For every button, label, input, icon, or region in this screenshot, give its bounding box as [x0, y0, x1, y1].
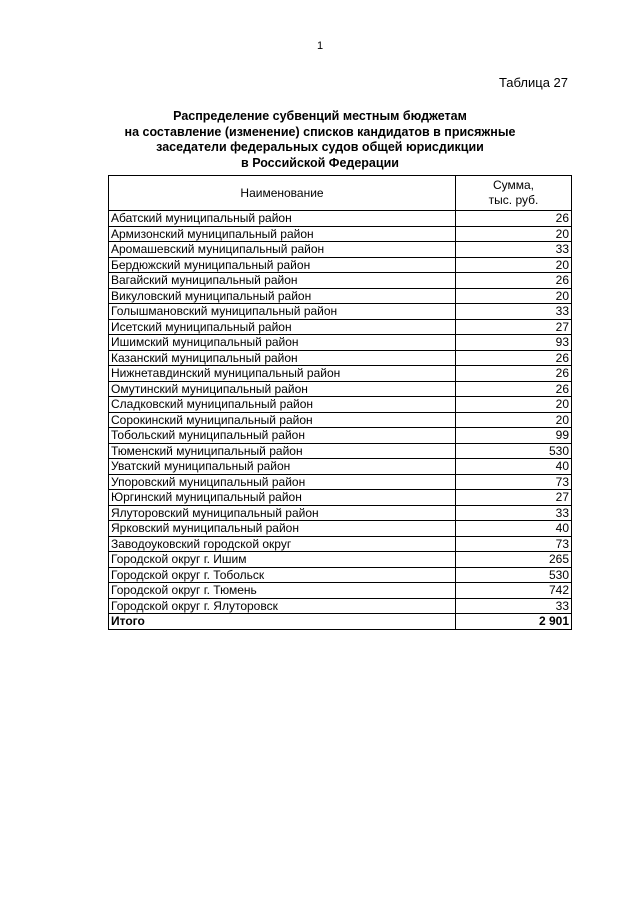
row-sum: 26	[456, 350, 572, 366]
table-row	[109, 211, 572, 227]
page-number: 1	[316, 40, 324, 52]
row-name: Бердюжский муниципальный район	[109, 257, 456, 273]
row-sum: 40	[456, 521, 572, 537]
row-name: Сладковский муниципальный район	[109, 397, 456, 413]
table-row	[109, 474, 572, 490]
row-sum: 27	[456, 490, 572, 506]
table-row	[109, 273, 572, 289]
row-name: Вагайский муниципальный район	[109, 273, 456, 289]
row-sum: 20	[456, 226, 572, 242]
table-row	[109, 257, 572, 273]
table-row	[109, 226, 572, 242]
table-row	[109, 505, 572, 521]
row-sum: 265	[456, 552, 572, 568]
table-row	[109, 397, 572, 413]
row-sum: 33	[456, 242, 572, 258]
row-sum: 20	[456, 397, 572, 413]
table-row	[109, 335, 572, 351]
table-row	[109, 381, 572, 397]
row-name: Аромашевский муниципальный район	[109, 242, 456, 258]
row-name: Казанский муниципальный район	[109, 350, 456, 366]
row-name: Городской округ г. Ишим	[109, 552, 456, 568]
row-sum: 26	[456, 273, 572, 289]
row-name: Голышмановский муниципальный район	[109, 304, 456, 320]
total-sum: 2 901	[456, 614, 572, 630]
row-name: Армизонский муниципальный район	[109, 226, 456, 242]
row-name: Городской округ г. Тюмень	[109, 583, 456, 599]
row-sum: 530	[456, 567, 572, 583]
table-row	[109, 443, 572, 459]
row-name: Тюменский муниципальный район	[109, 443, 456, 459]
table-header-row	[109, 176, 572, 211]
row-sum: 26	[456, 211, 572, 227]
table-row	[109, 598, 572, 614]
table-label: Таблица 27	[498, 75, 568, 90]
row-sum: 93	[456, 335, 572, 351]
row-sum: 27	[456, 319, 572, 335]
row-sum: 20	[456, 412, 572, 428]
column-header-name: Наименование	[109, 176, 456, 211]
row-name: Абатский муниципальный район	[109, 211, 456, 227]
row-sum: 40	[456, 459, 572, 475]
row-sum: 742	[456, 583, 572, 599]
table-row	[109, 242, 572, 258]
row-sum: 33	[456, 304, 572, 320]
row-name: Уватский муниципальный район	[109, 459, 456, 475]
table-row	[109, 319, 572, 335]
table-row	[109, 459, 572, 475]
table-row	[109, 366, 572, 382]
row-sum: 26	[456, 366, 572, 382]
title-line: Распределение субвенций местным бюджетам	[173, 109, 467, 123]
row-name: Исетский муниципальный район	[109, 319, 456, 335]
row-sum: 20	[456, 257, 572, 273]
document-title	[100, 109, 540, 171]
row-name: Упоровский муниципальный район	[109, 474, 456, 490]
row-sum: 33	[456, 598, 572, 614]
row-sum: 20	[456, 288, 572, 304]
title-line: заседатели федеральных судов общей юрисдикции	[156, 140, 484, 154]
column-header-sum	[456, 176, 572, 211]
row-sum: 530	[456, 443, 572, 459]
column-header-sum-line2: тыс. руб.	[488, 193, 539, 207]
title-line: в Российской Федерации	[241, 155, 399, 170]
row-name: Сорокинский муниципальный район	[109, 412, 456, 428]
table-row	[109, 536, 572, 552]
table-row	[109, 304, 572, 320]
row-sum: 99	[456, 428, 572, 444]
table-row	[109, 412, 572, 428]
row-name: Ярковский муниципальный район	[109, 521, 456, 537]
table-row	[109, 583, 572, 599]
row-name: Омутинский муниципальный район	[109, 381, 456, 397]
table-row	[109, 428, 572, 444]
row-name: Ялуторовский муниципальный район	[109, 505, 456, 521]
row-name: Нижнетавдинский муниципальный район	[109, 366, 456, 382]
row-sum: 26	[456, 381, 572, 397]
title-line: на составление (изменение) списков кандидатов в присяжные	[124, 124, 516, 139]
table-row	[109, 350, 572, 366]
subvention-table	[108, 175, 572, 630]
row-name: Викуловский муниципальный район	[109, 288, 456, 304]
total-row	[109, 614, 572, 630]
row-name: Заводоуковский городской округ	[109, 536, 456, 552]
row-name: Тобольский муниципальный район	[109, 428, 456, 444]
row-sum: 73	[456, 536, 572, 552]
table-row	[109, 521, 572, 537]
column-header-sum-line1: Сумма,	[492, 178, 535, 192]
table-row	[109, 490, 572, 506]
row-name: Городской округ г. Тобольск	[109, 567, 456, 583]
table-row	[109, 567, 572, 583]
row-name: Городской округ г. Ялуторовск	[109, 598, 456, 614]
table-row	[109, 288, 572, 304]
row-name: Ишимский муниципальный район	[109, 335, 456, 351]
row-sum: 33	[456, 505, 572, 521]
table-row	[109, 552, 572, 568]
row-sum: 73	[456, 474, 572, 490]
row-name: Юргинский муниципальный район	[109, 490, 456, 506]
total-label: Итого	[109, 614, 456, 630]
